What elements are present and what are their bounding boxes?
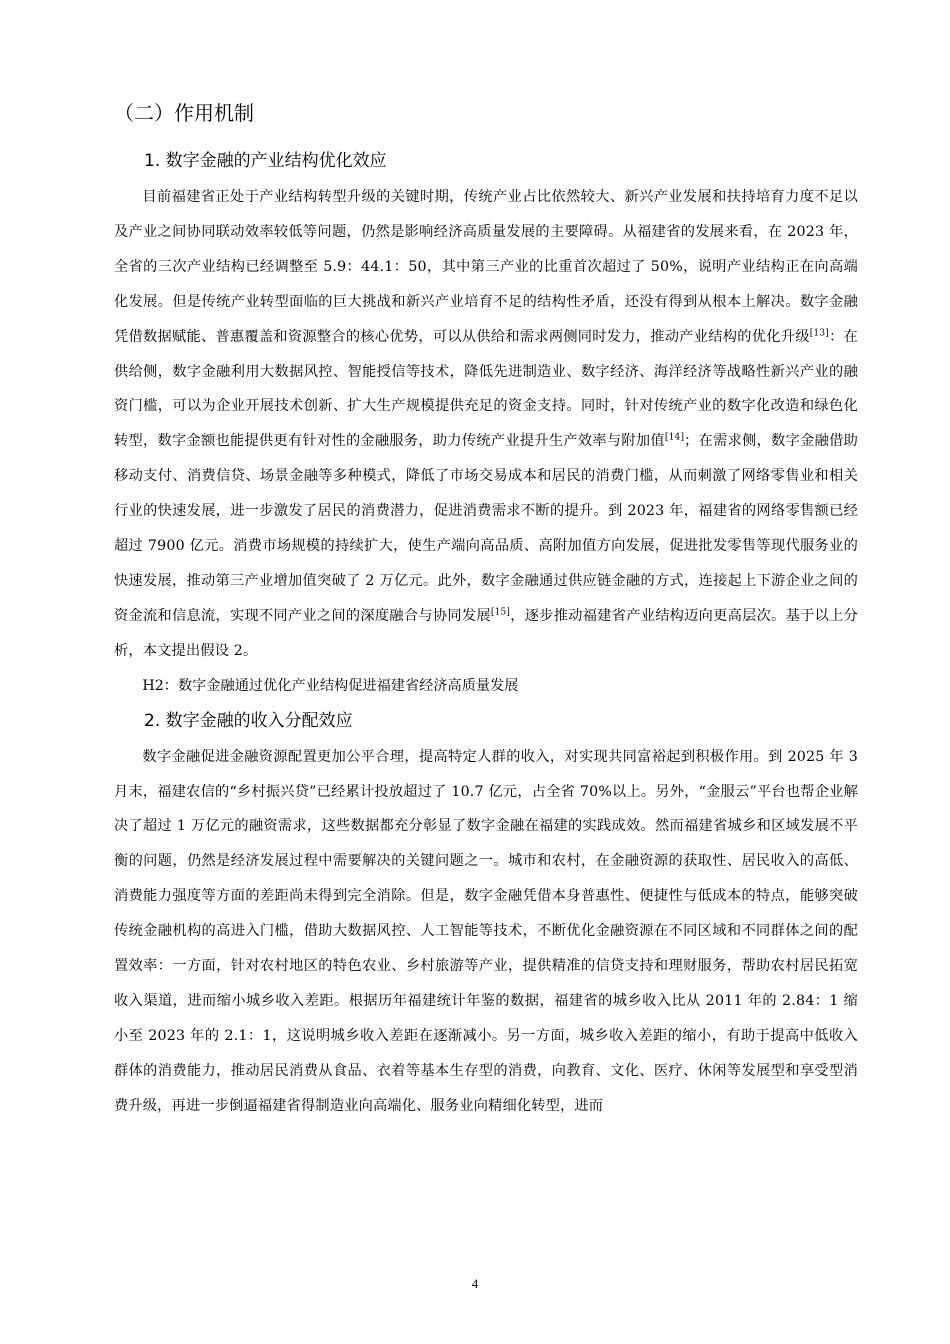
- hypothesis-h2: H2：数字金融通过优化产业结构促进福建省经济高质量发展: [142, 677, 519, 694]
- para-text-c: ；在需求侧，数字金融借助移动支付、消费信贷、场景金融等多种模式，降低了市场交易成本和居民的消费门槛，从而刺激了网络零售业和相关行业的快速发展，进一步激发了居民的消费潜力，促进消费需求不断的提升。到 2023 年，福建省的网络零售额已经超过 7900 亿元。消费市场规模的持续扩大，使生产端向高品质、高附加值方向发展，促进批发零售等现代服务业的快速发展，推动第三产业增加值突破了 2 万亿元。此外，数字金融通过供应链金融的方式，连接起上下游企业之间的资金流和信息流，实现不同产业之间的深度融合与协同发展: [114, 433, 859, 624]
- para-text-d: ，逐步推动福建省产业结构迈向更高层次。基于以上分析，本文提出假设 2。: [114, 607, 859, 659]
- page-number: 4: [471, 1276, 479, 1291]
- subsection-title-1: 1. 数字金融的产业结构优化效应: [144, 151, 387, 171]
- subsection-title-2: 2. 数字金融的收入分配效应: [144, 710, 353, 731]
- section-title: （二）作用机制: [114, 101, 254, 125]
- citation-13: [13]: [809, 327, 829, 338]
- para-text-a: 目前福建省正处于产业结构转型升级的关键时期，传统产业占比依然较大、新兴产业发展和扶持培育力度不足以及产业之间协同联动效率较低等问题，仍然是影响经济高质量发展的主要障碍。从福建省的发展来看，在 2023 年，全省的三次产业结构已经调整至 5.9：44.1：50，其中第三产业的比重首次超过了 50%，说明产业结构正在向高端化发展。但是传统产业转型面临的巨大挑战和新兴产业培育不足的结构性矛盾，还没有得到从根本上解决。数字金融凭借数据赋能、普惠覆盖和资源整合的核心优势，可以从供给和需求两侧同时发力，推动产业结构的优化升级: [114, 189, 858, 345]
- citation-15: [15]: [490, 607, 511, 618]
- para-text-b: ：在供给侧，数字金融利用大数据风控、智能授信等技术，降低先进制造业、数字经济、海洋经济等战略性新兴产业的融资门槛，可以为企业开展技术创新、扩大生产规模提供充足的资金支持。同时，针对传统产业的数字化改造和绿色化转型，数字金额也能提供更有针对性的金融服务，助力传统产业提升生产效率与附加值: [114, 328, 858, 450]
- paragraph-industrial-structure: [114, 180, 858, 669]
- paragraph-income-distribution: 数字金融促进金融资源配置更加公平合理，提高特定人群的收入，对实现共同富裕起到积极作用。到 2025 年 3 月末，福建农信的“乡村振兴贷”已经累计投放超过了 10.7 亿元，占全省 70%以上。另外，“金服云”平台也帮企业解决了超过 1 万亿元的融资需求，这些数据都充分彰显了数字金融在福建的实践成效。然而福建省城乡和区域发展不平衡的问题，仍然是经济发展过程中需要解决的关键问题之一。城市和农村，在金融资源的获取性、居民收入的高低、消费能力强度等方面的差距尚未得到完全消除。但是，数字金融凭借本身普惠性、便捷性与低成本的特点，能够突破传统金融机构的高进入门槛，借助大数据风控、人工智能等技术，不断优化金融资源在不同区域和不同群体之间的配置效率：一方面，针对农村地区的特色农业、乡村旅游等产业，提供精准的信贷支持和理财服务，帮助农村居民拓宽收入渠道，进而缩小城乡收入差距。根据历年福建统计年鉴的数据，福建省的城乡收入比从 2011 年的 2.84：1 缩小至 2023 年的 2.1：1，这说明城乡收入差距在逐渐减小。另一方面，城乡收入差距的缩小，有助于提高中低收入群体的消费能力，推动居民消费从食品、衣着等基本生存型的消费，向教育、文化、医疗、休闲等发展型和享受型消费升级，再进一步倒逼福建省得制造业向高端化、服务业向精细化转型，进而: [114, 748, 858, 1114]
- citation-14: [14]: [664, 432, 685, 443]
